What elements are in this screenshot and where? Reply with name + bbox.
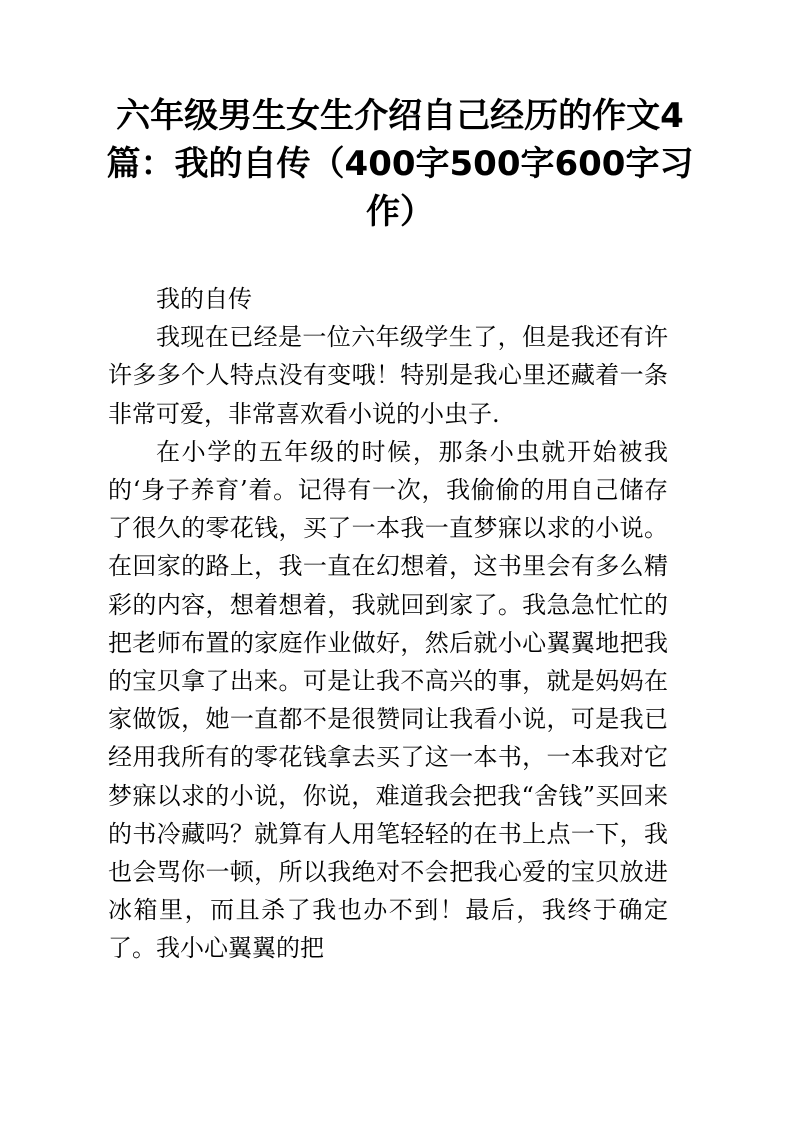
paragraph-2: 在小学的五年级的时候，那条小虫就开始被我的‘身子养育’着。记得有一次，我偷偷的用自己储存了很久的零花钱，买了一本我一直梦寐以求的小说。在回家的路上，我一直在幻想着，这书里会有多么精彩的内容，想着想着，我就回到家了。我急急忙忙的把老师布置的家庭作业做好，然后就小心翼翼地把我的宝贝拿了出来。可是让我不高兴的事，就是妈妈在家做饭，她一直都不是很赞同让我看小说，可是我已经用我所有的零花钱拿去买了这一本书，一本我对它梦寐以求的小说，你说，难道我会把我“舍钱”买回来的书冷藏吗？就算有人用笔轻轻的在书上点一下，我也会骂你一顿，所以我绝对不会把我心爱的宝贝放进冰箱里，而且杀了我也办不到！最后，我终于确定了。我小心翼翼的把 (108, 437, 668, 963)
document-body (108, 280, 668, 968)
section-heading: 我的自传 (156, 285, 252, 313)
document-title: 六年级男生女生介绍自己经历的作文4篇：我的自传（400字500字600字习作） (106, 96, 694, 232)
paragraph-1: 我现在已经是一位六年级学生了，但是我还有许许多多个人特点没有变哦！特别是我心里还藏着一条非常可爱，非常喜欢看小说的小虫子. (108, 323, 668, 428)
